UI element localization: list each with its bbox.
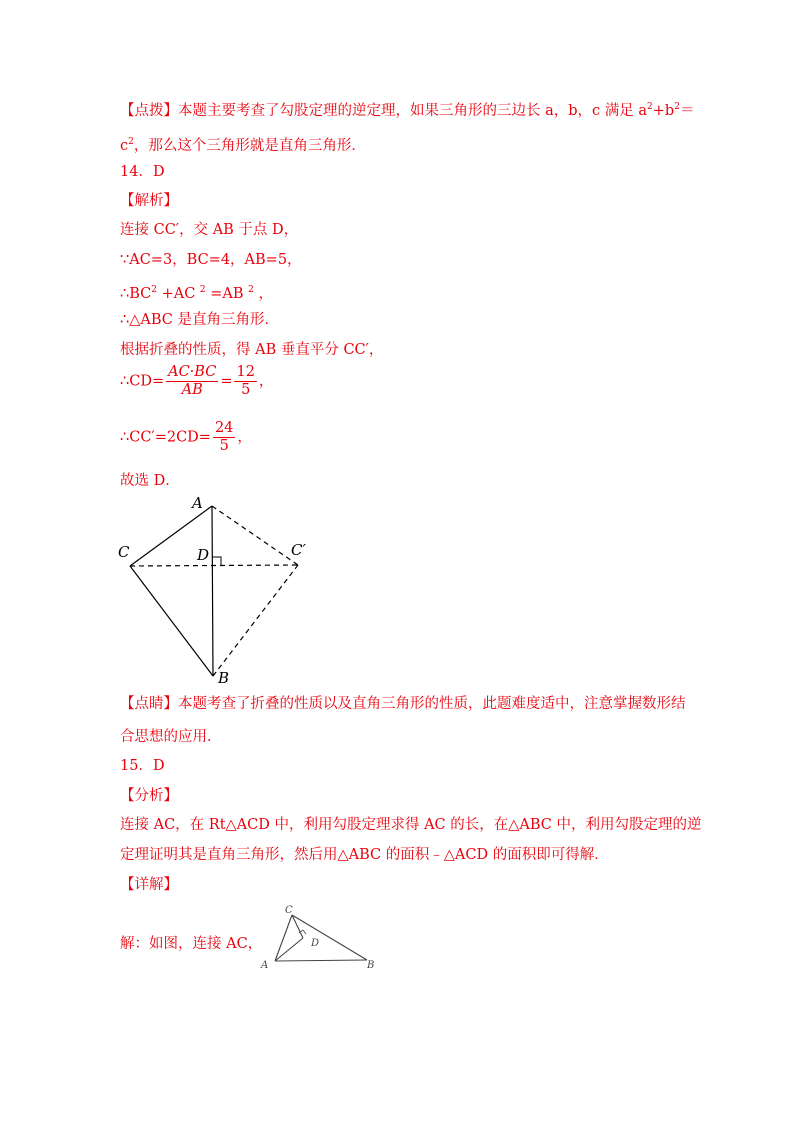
q14-s3-a: ∴BC [120,286,152,302]
q15-fenxi-tag: 【分析】 [120,788,178,804]
label-a: A [261,960,269,971]
q15-triangle-figure [255,900,390,975]
q15-xiangjie-tag: 【详解】 [120,877,178,893]
q14-s6-frac1-den: AB [181,382,203,398]
q14-step5: 根据折叠的性质，得 AB 垂直平分 CC′， [120,342,384,358]
note13-line1 [120,97,694,121]
segment-ab [275,960,367,961]
note13-line2-sup: 2 [128,137,134,147]
q14-jiexi-tag: 【解析】 [120,193,178,209]
q14-step6 [120,364,273,399]
q14-s6-frac1-num: AC·BC [168,364,217,380]
note13-text-b: +b [652,103,675,119]
q14-s7-suffix: ， [237,429,252,446]
q14-s6-frac1 [166,364,218,399]
q14-answer: 14．D [120,164,165,180]
note13-line2-a: c [120,138,129,154]
note13-line2 [120,132,366,156]
q14-s3-d: ， [258,286,273,302]
q14-s6-frac2 [234,364,256,399]
label-c: C [118,543,130,561]
q14-s6-frac2-den: 5 [241,382,251,398]
q14-dianjing-tag: 【点睛】 [120,696,178,712]
q14-s3-sup1: 2 [151,285,157,295]
q14-dianjing-line2: 合思想的应用． [120,729,222,745]
note13-sup2: 2 [674,102,680,112]
q14-s7-frac-num: 24 [214,420,234,436]
segment-cb [130,566,213,676]
q15-solution: 解：如图，连接 AC， [120,936,263,952]
q14-s7-frac [213,420,235,455]
label-d: D [311,938,320,949]
right-angle-mark [212,557,221,566]
q14-s7-prefix: ∴CC′=2CD= [120,429,211,446]
q14-s3-sup3: 2 [248,285,254,295]
q15-analysis-line1: 连接 AC，在 Rt△ACD 中，利用勾股定理求得 AC 的长，在△ABC 中，利用勾股定理的逆 [120,817,702,833]
segment-cc-prime [130,565,298,566]
q15-analysis-line2: 定理证明其是直角三角形，然后用△ABC 的面积﹣△ACD 的面积即可得解． [120,847,609,863]
q14-s6-suffix: ， [258,373,274,390]
note13-line2-b: ，那么这个三角形就是直角三角形． [133,138,366,154]
label-b: B [218,669,230,687]
note13-text-a: 本题主要考查了勾股定理的逆定理，如果三角形的三边长 a，b，c 满足 a [178,103,648,119]
segment-ab [212,506,213,676]
note13-sup1: 2 [647,102,653,112]
q14-step1: 连接 CC′，交 AB 于点 D， [120,222,299,238]
segment-a-cprime [212,506,298,565]
q14-s6-prefix: ∴CD= [120,373,165,390]
note13-tag: 【点拨】 [120,103,178,119]
q15-answer: 15．D [120,758,165,774]
q14-kite-figure [110,490,330,690]
q14-step8: 故选 D． [120,473,180,489]
label-c: C [285,905,293,916]
q14-s3-c: =AB [210,286,244,302]
segment-b-cprime [213,565,298,676]
q14-s3-b: +AC [161,286,196,302]
q14-dianjing-text1: 本题考查了折叠的性质以及直角三角形的性质，此题难度适中，注意掌握数形结 [178,696,686,712]
label-b: B [367,960,375,971]
q14-step2: ∵AC=3，BC=4，AB=5， [120,252,302,268]
q14-s7-frac-den: 5 [219,438,229,454]
q14-step4: ∴△ABC 是直角三角形． [120,312,279,328]
q14-step7 [120,420,252,455]
q14-step3 [120,280,273,304]
q14-s3-sup2: 2 [199,285,206,295]
q14-s6-frac2-num: 12 [236,364,255,380]
q14-s6-eq: = [220,373,233,390]
q14-dianjing-line1 [120,694,686,714]
label-c-prime: C′ [291,541,306,559]
label-a: A [192,494,203,512]
note13-text-c: ＝ [679,103,695,119]
label-d: D [197,546,210,564]
